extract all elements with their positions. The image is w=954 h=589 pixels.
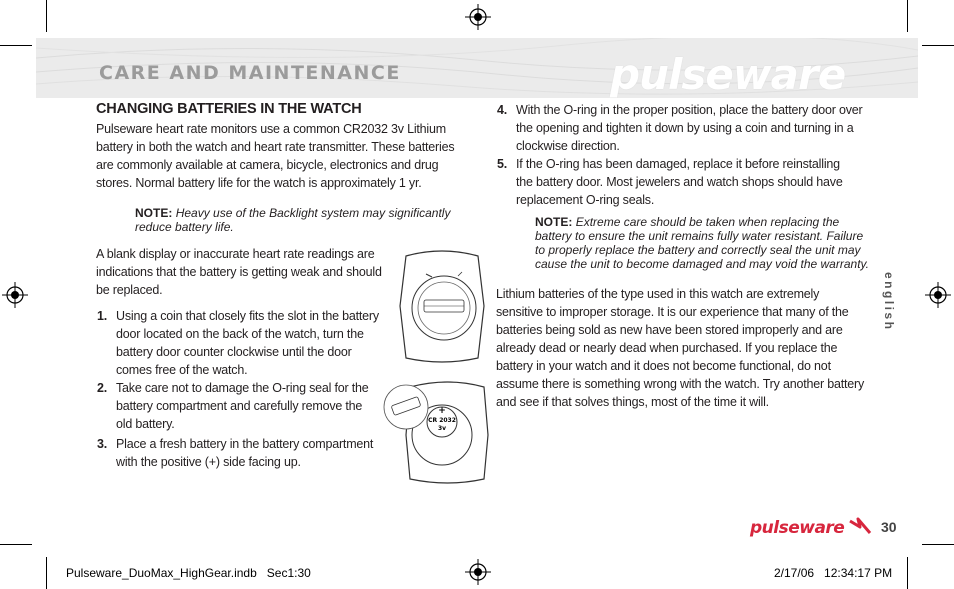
crop-mark	[922, 45, 954, 46]
text-line: Take care not to damage the O-ring seal for the	[116, 381, 369, 395]
battery-label: CR 2032	[428, 417, 456, 424]
step-3	[97, 435, 397, 471]
text-line: comes free of the watch.	[116, 363, 248, 377]
note-text: battery to ensure the unit remains fully water resistant. Failure	[535, 229, 864, 243]
text-line: battery compartment and carefully remove the	[116, 399, 363, 413]
note-backlight	[135, 206, 450, 234]
step-text	[116, 307, 379, 379]
heading-changing-batteries: CHANGING BATTERIES IN THE WATCH	[96, 101, 362, 117]
text-line: be replaced.	[96, 283, 163, 297]
heart-swoosh-icon	[848, 513, 872, 537]
language-tab-label: english	[882, 272, 896, 332]
step-number: 4.	[497, 103, 508, 117]
page-number: 30	[881, 519, 897, 535]
text-line: and see if that solves things, most of the time it will.	[496, 395, 769, 409]
note-line	[135, 206, 450, 220]
text-line: Place a fresh battery in the battery compartment	[116, 437, 374, 451]
text-line: battery in your watch and it does not become functional, do not	[496, 359, 831, 373]
text-line: indications that the battery is getting weak and should	[96, 265, 382, 279]
crop-mark	[0, 544, 32, 545]
note-text: to properly replace the battery and correctly seal the unit may	[535, 243, 861, 257]
note-label: NOTE:	[135, 206, 173, 220]
text-line: If the O-ring has been damaged, replace it before reinstalling	[516, 157, 840, 171]
crop-mark	[907, 0, 908, 32]
step-number: 5.	[497, 157, 508, 171]
text-line: old battery.	[116, 417, 175, 431]
text-line: with the positive (+) side facing up.	[116, 455, 301, 469]
text-line: the opening and tighten it down by using a coin and turning in a	[516, 121, 854, 135]
plus-sign: +	[438, 406, 446, 416]
text-line: With the O-ring in the proper position, place the battery door over	[516, 103, 863, 117]
step-4	[497, 101, 877, 155]
watch-back-illustration	[396, 250, 488, 364]
file-info: Pulseware_DuoMax_HighGear.indb Sec1:30	[66, 566, 311, 580]
crop-mark	[46, 0, 47, 32]
text-line: stores. Normal battery life for the watch is approximately 1 yr.	[96, 176, 422, 190]
text-line: clockwise direction.	[516, 139, 620, 153]
text-line: replacement O-ring seals.	[516, 193, 655, 207]
text-line: batteries being sold as new have been stored improperly and are	[496, 323, 843, 337]
text-line: door located on the back of the watch, turn the	[116, 327, 364, 341]
crop-mark	[907, 557, 908, 589]
text-line: already dead or nearly dead when purchased. If you replace the	[496, 341, 838, 355]
step-number: 1.	[97, 309, 108, 323]
text-line: Pulseware heart rate monitors use a common CR2032 3v Lithium	[96, 122, 446, 136]
paragraph-blank-display	[96, 245, 382, 299]
note-line	[535, 243, 869, 257]
section-title: CARE AND MAINTENANCE	[99, 62, 401, 84]
note-text: cause the unit to become damaged and may void the warranty.	[535, 257, 869, 271]
note-text: Heavy use of the Backlight system may significantly	[175, 206, 451, 220]
note-text: Extreme care should be taken when replacing the	[575, 215, 840, 229]
intro-paragraph	[96, 120, 454, 192]
step-text	[516, 155, 843, 209]
text-line: A blank display or inaccurate heart rate readings are	[96, 247, 375, 261]
battery-voltage: 3v	[437, 425, 447, 432]
crop-mark	[0, 45, 32, 46]
brand-logo: pulseware	[750, 518, 845, 538]
text-line: Lithium batteries of the type used in this watch are extremely	[496, 287, 820, 301]
print-timestamp: 2/17/06 12:34:17 PM	[774, 566, 893, 580]
step-text	[116, 379, 369, 433]
registration-mark-icon	[925, 282, 951, 308]
registration-mark-icon	[465, 559, 491, 585]
text-line: battery in both the watch and heart rate transmitter. These batteries	[96, 140, 455, 154]
battery-compartment-illustration	[380, 377, 492, 485]
text-line: are commonly available at camera, bicycle, electronics and drug	[96, 158, 439, 172]
text-line: sensitive to improper storage. It is our experience that many of the	[496, 305, 849, 319]
text-line: battery door counter clockwise until the door	[116, 345, 352, 359]
note-label: NOTE:	[535, 215, 573, 229]
brand-watermark: pulseware	[610, 50, 846, 99]
registration-mark-icon	[2, 282, 28, 308]
paragraph-lithium	[496, 285, 864, 411]
step-2	[97, 379, 387, 433]
text-line: the battery door. Most jewelers and watch shops should have	[516, 175, 843, 189]
crop-mark	[46, 557, 47, 589]
step-number: 2.	[97, 381, 108, 395]
note-line	[535, 215, 869, 229]
step-number: 3.	[97, 437, 108, 451]
crop-mark	[922, 544, 954, 545]
note-water-resistance	[535, 215, 869, 271]
note-text: reduce battery life.	[135, 220, 234, 234]
note-line	[535, 257, 869, 271]
text-line: assume there is something wrong with the watch. Try another battery	[496, 377, 865, 391]
step-1	[97, 307, 397, 379]
note-line	[535, 229, 869, 243]
step-text	[116, 435, 373, 471]
note-line	[135, 220, 450, 234]
step-text	[516, 101, 863, 155]
step-5	[497, 155, 877, 209]
registration-mark-icon	[465, 4, 491, 30]
text-line: Using a coin that closely fits the slot in the battery	[116, 309, 379, 323]
